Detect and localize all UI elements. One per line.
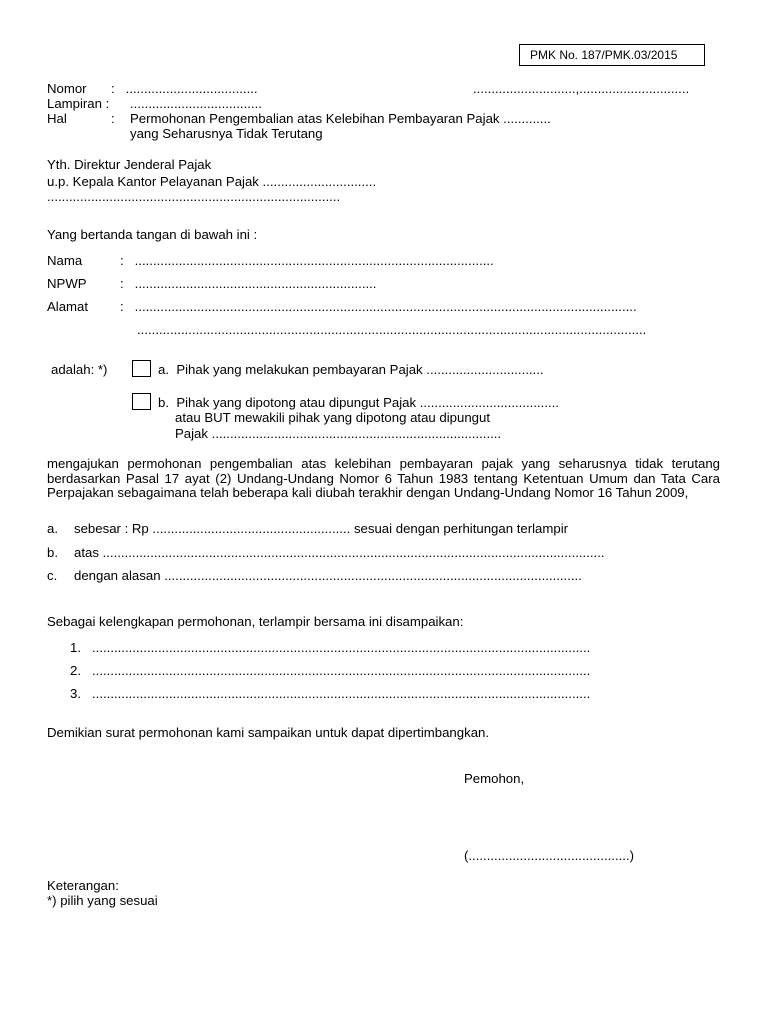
npwp-label: NPWP — [47, 276, 87, 291]
addressee-line-2: u.p. Kepala Kantor Pelayanan Pajak ............................... — [47, 174, 377, 189]
signature-label: Pemohon, — [464, 771, 525, 786]
option-b-text-line-2: atau BUT mewakili pihak yang dipotong atau dipungut — [175, 410, 490, 425]
attachment-line-1: ........................................................................................................................................ — [92, 640, 591, 655]
attachment-marker-1: 1. — [70, 640, 81, 655]
option-b-text-line-1: b. Pihak yang dipotong atau dipungut Pajak ...................................... — [158, 395, 559, 410]
detail-marker-b: b. — [47, 545, 58, 560]
subject-line-2: yang Seharusnya Tidak Terutang — [130, 126, 323, 141]
nama-field: : .................................................................................................. — [120, 253, 494, 268]
option-b-text-line-3: Pajak ............................................................................... — [175, 426, 502, 441]
subject-line-1: Permohonan Pengembalian atas Kelebihan Pembayaran Pajak ............. — [130, 111, 551, 126]
lampiran-label: Lampiran : — [47, 96, 110, 111]
detail-amount: sebesar : Rp ...................................................... sesuai dengan perhitungan terlampir — [74, 521, 569, 536]
alamat-field-line-2: ........................................................................................................................................... — [137, 322, 647, 337]
addressee-line-3: ................................................................................ — [47, 189, 341, 204]
nomor-value: : .................................... — [111, 81, 258, 96]
hal-label: Hal — [47, 111, 67, 126]
attachment-marker-3: 3. — [70, 686, 81, 701]
lampiran-value: .................................... — [130, 96, 262, 111]
option-a-text: a. Pihak yang melakukan pembayaran Pajak ................................ — [158, 362, 544, 377]
detail-reason: dengan alasan .................................................................................................................. — [74, 568, 582, 583]
option-a-checkbox[interactable] — [132, 360, 151, 377]
request-paragraph: mengajukan permohonan pengembalian atas kelebihan pembayaran pajak yang seharusnya tidak terutang berdasarkan Pasal 17 ayat (2) Undang-Undang Nomor 6 Tahun 1983 tentang Ketentuan Umum dan Tata Cara Perpajakan sebagaimana telah beberapa kali diubah terakhir dengan Undang-Undang Nomor 16 Tahun 2009, — [47, 456, 720, 500]
alamat-field: : ......................................................................................................................................... — [120, 299, 637, 314]
attachment-line-3: ........................................................................................................................................ — [92, 686, 591, 701]
detail-marker-a: a. — [47, 521, 58, 536]
attachments-intro: Sebagai kelengkapan permohonan, terlampir bersama ini disampaikan: — [47, 614, 464, 629]
npwp-field: : .................................................................. — [120, 276, 377, 291]
regulation-reference-box: PMK No. 187/PMK.03/2015 — [519, 44, 705, 66]
notes-line-1: *) pilih yang sesuai — [47, 893, 158, 908]
options-label: adalah: *) — [51, 362, 108, 377]
closing-statement: Demikian surat permohonan kami sampaikan untuk dapat dipertimbangkan. — [47, 725, 490, 740]
attachment-marker-2: 2. — [70, 663, 81, 678]
attachment-line-2: ........................................................................................................................................ — [92, 663, 591, 678]
detail-marker-c: c. — [47, 568, 58, 583]
place-date-field: ............................,.............................. — [473, 81, 690, 96]
addressee-line-1: Yth. Direktur Jenderal Pajak — [47, 157, 212, 172]
nomor-label: Nomor — [47, 81, 87, 96]
alamat-label: Alamat — [47, 299, 89, 314]
detail-basis: atas ......................................................................................................................................... — [74, 545, 605, 560]
nama-label: Nama — [47, 253, 83, 268]
signatory-intro: Yang bertanda tangan di bawah ini : — [47, 227, 258, 242]
hal-colon: : — [111, 111, 115, 126]
notes-title: Keterangan: — [47, 878, 119, 893]
option-b-checkbox[interactable] — [132, 393, 151, 410]
signature-name-line: (............................................) — [464, 848, 634, 863]
